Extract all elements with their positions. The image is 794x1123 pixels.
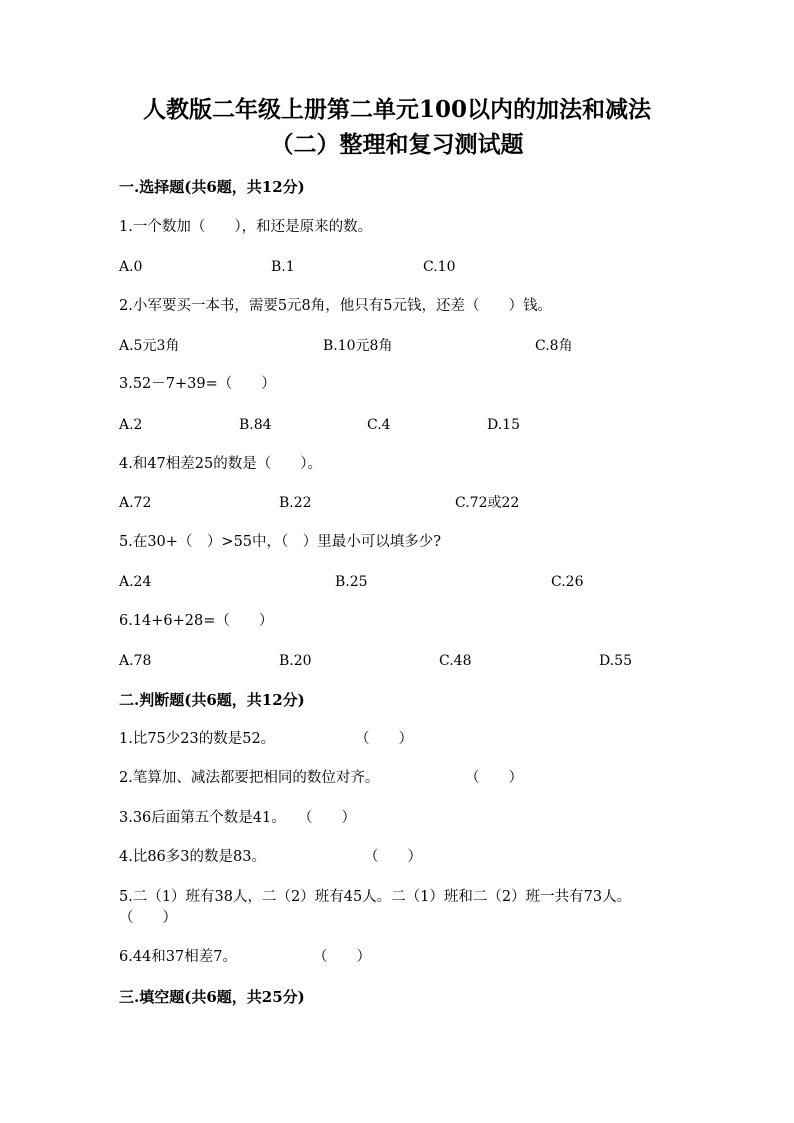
question-1-3: 3.52－7+39=（ ） [119,376,276,392]
question-1-1: 1.一个数加（ ），和还是原来的数。 [119,219,373,235]
title-line-1: 人教版二年级上册第二单元100以内的加法和减法 [142,96,651,123]
question-2-5-text: 5.二（1）班有38人，二（2）班有45人。二（1）班和二（2）班一共有73人。 [119,889,632,905]
option-1-2-c: C.8角 [535,338,573,354]
answer-bracket-2-1: （ ） [355,731,413,747]
answer-bracket-2-6: （ ） [313,949,371,965]
question-1-2: 2.小军要买一本书，需要5元8角，他只有5元钱，还差（ ）钱。 [119,298,553,314]
answer-bracket-2-4: （ ） [364,849,422,865]
question-2-2: 2.笔算加、减法都要把相同的数位对齐。 [119,770,380,786]
section-heading-choice: 一.选择题(共6题，共12分) [119,178,305,196]
option-1-1-c: C.10 [423,259,456,275]
option-1-4-b: B.22 [279,495,312,511]
question-1-4: 4.和47相差25的数是（ ）。 [119,456,322,472]
option-1-6-c: C.48 [439,653,472,669]
question-2-4: 4.比86多3的数是83。 [119,849,266,865]
option-1-4-a: A.72 [119,495,152,511]
option-1-2-b: B.10元8角 [323,338,393,354]
option-1-4-c: C.72或22 [455,495,520,511]
option-1-3-a: A.2 [119,417,143,433]
answer-bracket-2-2: （ ） [465,770,523,786]
option-1-3-c: C.4 [367,417,391,433]
question-2-3: 3.36后面第五个数是41。 [119,810,286,826]
option-1-1-a: A.0 [119,259,143,275]
option-1-5-b: B.25 [335,574,368,590]
section-heading-fill-in: 三.填空题(共6题，共25分) [119,988,305,1006]
option-1-1-b: B.1 [271,259,295,275]
option-1-3-d: D.15 [487,417,520,433]
option-1-3-b: B.84 [239,417,272,433]
option-1-5-c: C.26 [551,574,584,590]
answer-bracket-2-5: （ ） [119,910,177,926]
question-2-5 [119,887,659,929]
question-2-6: 6.44和37相差7。 [119,949,237,965]
question-1-5: 5.在30+（ ）>55中，（ ）里最小可以填多少? [119,534,442,550]
option-1-6-b: B.20 [279,653,312,669]
question-1-6: 6.14+6+28=（ ） [119,613,274,629]
option-1-6-d: D.55 [599,653,632,669]
option-1-2-a: A.5元3角 [119,338,180,354]
answer-bracket-2-3: （ ） [298,810,356,826]
question-2-1: 1.比75少23的数是52。 [119,731,276,747]
title-line-2: （二）整理和复习测试题 [270,131,524,158]
option-1-5-a: A.24 [119,574,152,590]
section-heading-judgement: 二.判断题(共6题，共12分) [119,691,305,709]
option-1-6-a: A.78 [119,653,152,669]
